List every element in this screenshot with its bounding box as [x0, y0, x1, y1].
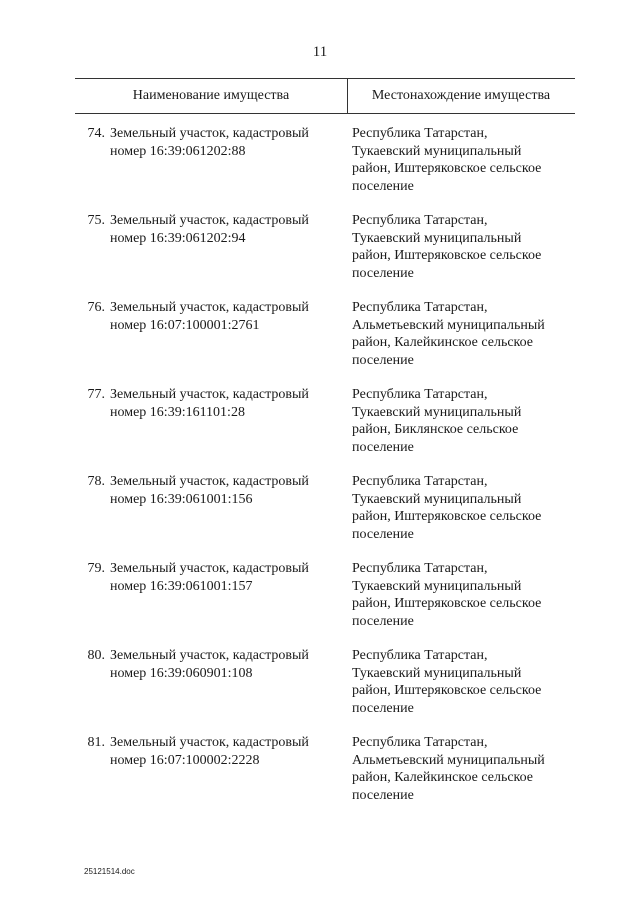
location-line: Альметьевский муниципальный [352, 317, 545, 333]
property-name-line: Земельный участок, кадастровый [110, 126, 309, 141]
row-number: 79. [87, 561, 105, 576]
property-name-line: Земельный участок, кадастровый [110, 213, 309, 228]
table-row [75, 299, 575, 386]
location-line: поселение [352, 352, 414, 368]
cadastral-number: номер 16:07:100002:2228 [110, 752, 260, 768]
column-header-name: Наименование имущества [132, 88, 290, 103]
row-number: 81. [87, 735, 105, 750]
location-line: Республика Татарстан, [352, 474, 488, 489]
location-line: поселение [352, 700, 414, 716]
location-line: Тукаевский муниципальный [352, 665, 522, 681]
location-line: Тукаевский муниципальный [352, 230, 522, 246]
row-number: 77. [87, 387, 105, 402]
location-line: район, Биклянское сельское [352, 422, 519, 437]
property-name-line: Земельный участок, кадастровый [110, 474, 309, 489]
property-name [110, 560, 342, 595]
location-line: поселение [352, 178, 414, 194]
location-line: Республика Татарстан, [352, 126, 488, 141]
property-location [352, 386, 575, 456]
property-name-line: Земельный участок, кадастровый [110, 387, 309, 402]
location-line: Республика Татарстан, [352, 735, 488, 750]
table-row [75, 125, 575, 212]
property-name [110, 473, 342, 508]
location-line: район, Иштеряковское сельское [352, 683, 542, 698]
location-line: Тукаевский муниципальный [352, 578, 522, 594]
cadastral-number: номер 16:07:100001:2761 [110, 317, 260, 333]
location-line: поселение [352, 787, 414, 803]
location-line: Тукаевский муниципальный [352, 404, 522, 420]
location-line: поселение [352, 439, 414, 455]
location-line: Альметьевский муниципальный [352, 752, 545, 768]
table-row [75, 560, 575, 647]
location-line: Тукаевский муниципальный [352, 143, 522, 159]
property-location [352, 560, 575, 630]
document-footer-code: 25121514.doc [84, 867, 135, 876]
table-row [75, 386, 575, 473]
property-name [110, 299, 342, 334]
property-name-line: Земельный участок, кадастровый [110, 735, 309, 750]
property-list [75, 125, 575, 821]
property-name-line: Земельный участок, кадастровый [110, 561, 309, 576]
property-location [352, 212, 575, 282]
property-name-line: Земельный участок, кадастровый [110, 300, 309, 315]
location-line: район, Калейкинское сельское [352, 335, 534, 350]
page-number: 11 [312, 44, 328, 60]
property-location [352, 299, 575, 369]
location-line: район, Иштеряковское сельское [352, 161, 542, 176]
table-row [75, 473, 575, 560]
location-line: поселение [352, 526, 414, 542]
property-name-line: Земельный участок, кадастровый [110, 648, 309, 663]
property-name [110, 647, 342, 682]
property-name [110, 386, 342, 421]
property-location [352, 734, 575, 804]
property-name [110, 734, 342, 769]
table-row [75, 212, 575, 299]
column-header-location: Местонахождение имущества [371, 88, 551, 103]
table-row [75, 647, 575, 734]
location-line: поселение [352, 613, 414, 629]
cadastral-number: номер 16:39:061202:94 [110, 230, 246, 246]
location-line: район, Калейкинское сельское [352, 770, 534, 785]
row-number: 75. [87, 213, 105, 228]
cadastral-number: номер 16:39:161101:28 [110, 404, 245, 420]
row-number: 76. [87, 300, 105, 315]
location-line: поселение [352, 265, 414, 281]
location-line: Республика Татарстан, [352, 213, 488, 228]
table-header [75, 78, 575, 114]
row-number: 80. [87, 648, 105, 663]
row-number: 74. [87, 126, 105, 141]
cadastral-number: номер 16:39:061001:156 [110, 491, 253, 507]
table-row [75, 734, 575, 821]
location-line: Республика Татарстан, [352, 387, 488, 402]
cadastral-number: номер 16:39:061202:88 [110, 143, 246, 159]
location-line: район, Иштеряковское сельское [352, 248, 542, 263]
location-line: район, Иштеряковское сельское [352, 509, 542, 524]
location-line: Республика Татарстан, [352, 648, 488, 663]
property-name [110, 125, 342, 160]
location-line: Тукаевский муниципальный [352, 491, 522, 507]
property-location [352, 473, 575, 543]
location-line: Республика Татарстан, [352, 561, 488, 576]
cadastral-number: номер 16:39:060901:108 [110, 665, 253, 681]
cadastral-number: номер 16:39:061001:157 [110, 578, 253, 594]
location-line: район, Иштеряковское сельское [352, 596, 542, 611]
property-location [352, 125, 575, 195]
property-location [352, 647, 575, 717]
location-line: Республика Татарстан, [352, 300, 488, 315]
row-number: 78. [87, 474, 105, 489]
property-name [110, 212, 342, 247]
